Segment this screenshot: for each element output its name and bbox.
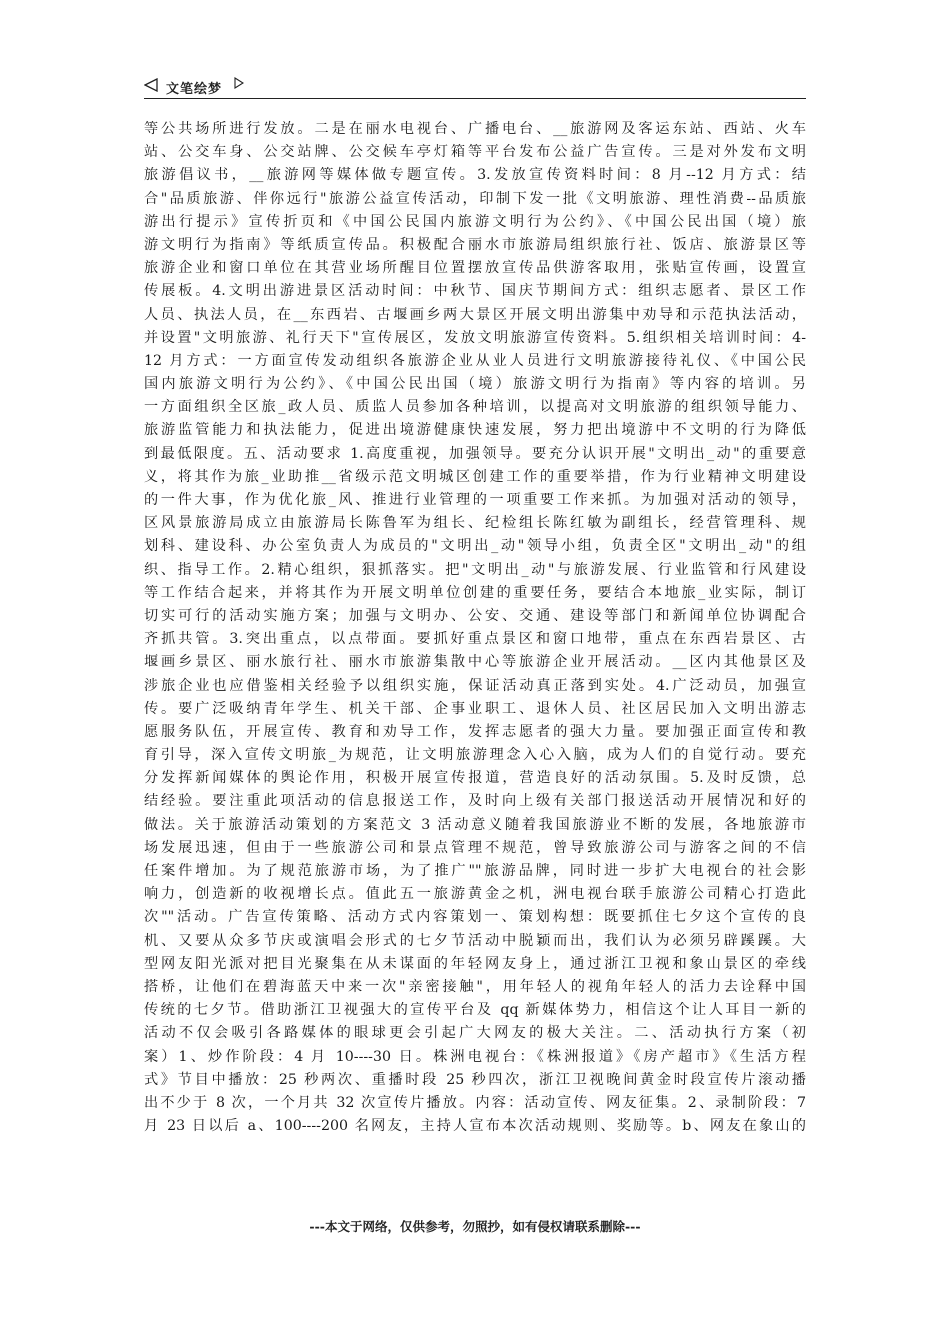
- body-line: 型网友阳光派对把目光聚集在从未谋面的年轻网友身上，通过浙江卫视和象山景区的牵线: [144, 955, 806, 972]
- body-line: 次""活动。广告宣传策略、活动方式内容策划一、策划构想：既要抓住七夕这个宣传的良: [144, 909, 806, 926]
- body-line: 传统的七夕节。借助浙江卫视强大的宣传平台及 qq 新媒体势力，相信这个让人耳目一新的: [144, 1002, 806, 1019]
- body-line: 搭桥，让他们在碧海蓝天中来一次"亲密接触"，用年轻人的视角年轻人的活力去诠释中国: [144, 978, 806, 995]
- body-line: 一方面组织全区旅_政人员、质监人员参加各种培训，以提高对文明旅游的组织领导能力、: [144, 399, 806, 416]
- body-line: 合"品质旅游、伴你远行"旅游公益宣传活动，印制下发一批《文明旅游、理性消费--品质旅: [144, 190, 806, 207]
- body-line: 游文明行为指南》等纸质宣传品。积极配合丽水市旅游局组织旅行社、饭店、旅游景区等: [144, 236, 806, 253]
- body-line: 传展板。4.文明出游进景区活动时间：中秋节、国庆节期间方式：组织志愿者、景区工作: [144, 283, 806, 300]
- body-line: 结经验。要注重此项活动的信息报送工作，及时向上级有关部门报送活动开展情况和好的: [144, 793, 806, 810]
- body-line: 的一件大事，作为优化旅_风、推进行业管理的一项重要工作来抓。为加强对活动的领导，: [144, 492, 806, 508]
- document-body: [144, 118, 806, 1138]
- body-line: 活动不仅会吸引各路媒体的眼球更会引起广大网友的极大关注。二、活动执行方案（初: [144, 1025, 806, 1042]
- body-line: 国内旅游文明行为公约》、《中国公民出国（境）旅游文明行为指南》等内容的培训。另: [144, 376, 806, 393]
- body-line: 案）1、炒作阶段：4 月 10----30 日。株洲电视台：《株洲报道》《房产超市》《生活方程: [144, 1048, 806, 1065]
- body-line: 传。要广泛吸纳青年学生、机关干部、企事业职工、退休人员、社区居民加入文明出游志: [144, 700, 806, 717]
- footer-disclaimer: ---本文于网络，仅供参考，勿照抄，如有侵权请联系删除---: [309, 1219, 641, 1234]
- body-line: 式》节目中播放：25 秒两次、重播时段 25 秒四次，浙江卫视晚间黄金时段宣传片滚动播: [144, 1071, 806, 1088]
- body-line: 织、指导工作。2.精心组织，狠抓落实。把"文明出_动"与旅游发展、行业监管和行风建设: [144, 561, 806, 578]
- body-line: 月 23 日以后 a、100----200 名网友，主持人宣布本次活动规则、奖励等。b、网友在象山的: [144, 1118, 806, 1135]
- body-line: 等工作结合起来，并将其作为开展文明单位创建的重要任务，要结合本地旅_业实际，制订: [144, 584, 806, 601]
- body-line: 育引导，深入宣传文明旅_为规范，让文明旅游理念入心入脑，成为人们的自觉行动。要充: [144, 747, 806, 764]
- body-line: 并设置"文明旅游、礼行天下"宣传展区，发放文明旅游宣传资料。5.组织相关培训时间：4-: [144, 329, 806, 346]
- body-line: 堰画乡景区、丽水旅行社、丽水市旅游集散中心等旅游企业开展活动。__区内其他景区及: [144, 654, 806, 671]
- body-line: 旅游企业和窗口单位在其营业场所醒目位置摆放宣传品供游客取用，张贴宣传画，设置宣: [144, 260, 806, 277]
- body-line: 站、公交车身、公交站牌、公交候车亭灯箱等平台发布公益广告宣传。三是对外发布文明: [144, 144, 806, 161]
- triangle-left-icon: [144, 78, 158, 92]
- body-line: 愿服务队伍，开展宣传、教育和劝导工作，发挥志愿者的强大力量。要加强正面宣传和教: [144, 723, 806, 740]
- page-header: [144, 76, 806, 99]
- header-title: 文笔绘梦: [166, 82, 223, 97]
- body-line: 到最低限度。五、活动要求 1.高度重视，加强领导。要充分认识开展"文明出_动"的重要意: [144, 445, 806, 462]
- body-line: 等公共场所进行发放。二是在丽水电视台、广播电台、__旅游网及客运东站、西站、火车: [144, 121, 806, 137]
- body-line: 涉旅企业也应借鉴相关经验予以组织实施，保证活动真正落到实处。4.广泛动员，加强宣: [144, 677, 806, 694]
- body-line: 机、又要从众多节庆或演唱会形式的七夕节活动中脱颖而出，我们认为必须另辟蹊蹊。大: [144, 932, 806, 949]
- body-line: 区风景旅游局成立由旅游局长陈鲁军为组长、纪检组长陈红敏为副组长，经营管理科、规: [144, 515, 806, 532]
- body-line: 旅游监管能力和执法能力，促进出境游健康快速发展，努力把出境游中不文明的行为降低: [144, 422, 806, 439]
- body-line: 划科、建设科、办公室负责人为成员的"文明出_动"领导小组，负责全区"文明出_动"的组: [144, 538, 806, 555]
- body-line: 切实可行的活动实施方案；加强与文明办、公安、交通、建设等部门和新闻单位协调配合: [144, 607, 806, 624]
- body-line: 旅游倡议书，__旅游网等媒体做专题宣传。3.发放宣传资料时间：8 月--12 月方式：结: [144, 167, 806, 184]
- body-line: 做法。关于旅游活动策划的方案范文 3 活动意义随着我国旅游业不断的发展，各地旅游市: [144, 816, 806, 833]
- body-line: 出不少于 8 次，一个月共 32 次宣传片播放。内容：活动宣传、网友征集。2、录制阶段：7: [144, 1094, 806, 1111]
- body-line: 任案件增加。为了规范旅游市场，为了推广""旅游品牌，同时进一步扩大电视台的社会影: [144, 863, 806, 879]
- body-line: 义，将其作为旅_业助推__省级示范文明城区创建工作的重要举措，作为行业精神文明建设: [144, 468, 806, 485]
- body-line: 响力，创造新的收视增长点。值此五一旅游黄金之机，洲电视台联手旅游公司精心打造此: [144, 886, 806, 903]
- body-line: 齐抓共管。3.突出重点，以点带面。要抓好重点景区和窗口地带，重点在东西岩景区、古: [144, 631, 806, 648]
- body-line: 场发展迅速，但由于一些旅游公司和景点管理不规范，曾导致旅游公司与游客之间的不信: [144, 839, 806, 856]
- body-line: 分发挥新闻媒体的舆论作用，积极开展宣传报道，营造良好的活动氛围。5.及时反馈，总: [144, 770, 806, 787]
- triangle-right-icon: [234, 77, 244, 89]
- body-line: 人员、执法人员，在__东西岩、古堰画乡两大景区开展文明出游集中劝导和示范执法活动，: [144, 306, 806, 323]
- body-line: 游出行提示》宣传折页和《中国公民国内旅游文明行为公约》、《中国公民出国（境）旅: [144, 213, 806, 230]
- body-line: 12 月方式：一方面宣传发动组织各旅游企业从业人员进行文明旅游接待礼仪、《中国公民: [144, 352, 806, 369]
